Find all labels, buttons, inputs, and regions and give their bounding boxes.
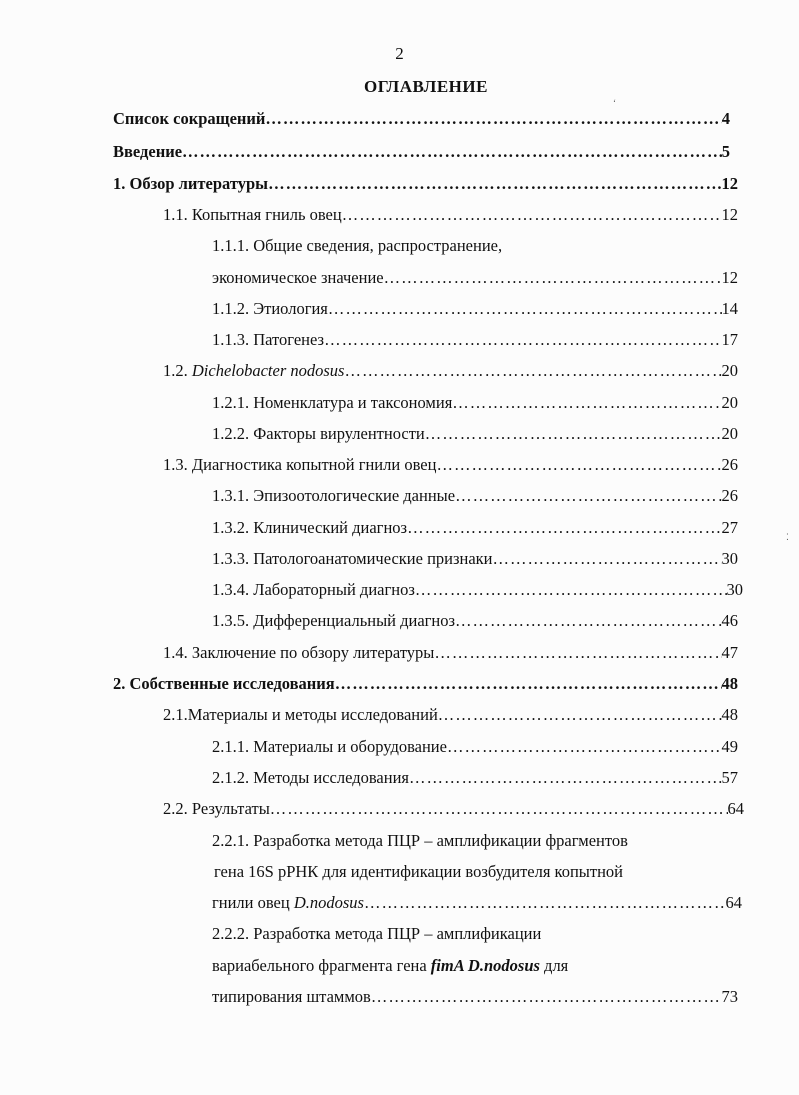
toc-entry-2-2-2-line1: 2.2.2. Разработка метода ПЦР – амплификации [212,924,542,943]
toc-leader [384,268,722,288]
toc-entry-2-2[interactable] [163,799,744,819]
toc-page: 17 [721,330,738,349]
toc-leader [407,518,721,538]
toc-leader [452,393,721,413]
toc-page: 20 [721,361,738,380]
toc-entry-2-2-1-line1: 2.2.1. Разработка метода ПЦР – амплификации фрагментов [212,831,628,850]
toc-leader [455,611,721,631]
toc-entry-title: 1.2.1. Номенклатура и таксономия [212,393,453,412]
toc-entry-title: 1.3.3. Патологоанатомические признаки [212,549,493,568]
toc-entry-1-1[interactable] [163,205,738,225]
toc-entry-1-3-3[interactable] [212,549,738,569]
toc-entry-1-3-5[interactable] [212,611,738,631]
toc-leader [265,109,721,129]
toc-leader [335,674,722,694]
toc-page: 49 [721,737,738,756]
toc-entry-title: 1. Обзор литературы [113,174,269,193]
toc-leader [270,799,728,819]
toc-page: 30 [726,580,743,599]
scan-speck: ‘ [613,98,616,108]
toc-entry-introduction[interactable] [113,142,730,162]
toc-page: 73 [721,987,738,1006]
toc-page: 20 [721,424,738,443]
toc-entry-title: Введение [113,142,183,161]
toc-entry-chapter-2[interactable] [113,674,738,694]
toc-entry-title: 1.1. Копытная гниль овец [163,205,342,224]
toc-entry-title: 2.1.2. Методы исследования [212,768,410,787]
toc-entry-1-3[interactable] [163,455,738,475]
toc-leader [324,330,721,350]
toc-entry-title: типирования штаммов [212,987,371,1006]
toc-entry-title: 2.1.Материалы и методы исследований [163,705,438,724]
toc-entry-1-1-1-line1: 1.1.1. Общие сведения, распространение, [212,236,503,255]
toc-page: 64 [727,799,744,818]
toc-leader [182,142,722,162]
toc-entry-title: Список сокращений [113,109,266,128]
toc-entry-1-1-1[interactable] [212,268,738,288]
toc-entry-title: 1.1.2. Этиология [212,299,328,318]
toc-entry-1-2[interactable] [163,361,738,381]
toc-entry-title: 1.3. Диагностика копытной гнили овец [163,455,437,474]
toc-leader [415,580,727,600]
toc-entry-1-2-2[interactable] [212,424,738,444]
toc-leader [436,455,721,475]
toc-page: 26 [721,455,738,474]
toc-entry-2-2-1[interactable] [212,893,742,913]
toc-leader [342,205,722,225]
toc-entry-2-1-2[interactable] [212,768,738,788]
toc-entry-title [163,361,344,381]
toc-entry-title: 2. Собственные исследования [113,674,335,693]
toc-leader [268,174,721,194]
toc-entry-2-2-2[interactable] [212,987,738,1007]
toc-leader [438,705,722,725]
gene-name: fimA D.nodosus [430,956,540,975]
toc-page: 12 [721,268,738,287]
toc-page: 48 [721,705,738,724]
toc-leader [434,643,721,663]
page-number: 2 [395,44,404,63]
toc-entry-2-1[interactable] [163,705,738,725]
toc-page: 12 [721,174,738,193]
toc-leader [455,486,721,506]
toc-leader [447,737,722,757]
toc-entry-abbreviations[interactable] [113,109,730,129]
toc-entry-suffix: для [539,956,569,975]
toc-page: 27 [721,518,738,537]
toc-entry-title: 1.3.1. Эпизоотологические данные [212,486,456,505]
toc-entry-1-1-2[interactable] [212,299,738,319]
toc-page: 4 [721,109,730,128]
toc-entry-title: экономическое значение [212,268,384,287]
toc-entry-1-3-2[interactable] [212,518,738,538]
toc-entry-title: 1.3.2. Клинический диагноз [212,518,408,537]
toc-entry-title: 2.2. Результаты [163,799,270,818]
toc-leader [364,893,726,913]
toc-entry-title: 1.2.2. Факторы вирулентности [212,424,425,443]
toc-page: 46 [721,611,738,630]
toc-entry-title [212,893,364,913]
toc-page: 48 [721,674,738,693]
toc-entry-prefix: 1.2. [163,361,192,380]
toc-leader [493,549,722,569]
toc-entry-1-3-1[interactable] [212,486,738,506]
toc-leader [409,768,721,788]
page-title: ОГЛАВЛЕНИЕ [364,77,488,96]
toc-page: 47 [721,643,738,662]
toc-entry-title: 2.1.1. Материалы и оборудование [212,737,447,756]
toc-entry-2-2-1-line2: гена 16S рРНК для идентификации возбудителя копытной [214,862,624,881]
toc-page: 30 [721,549,738,568]
toc-entry-chapter-1[interactable] [113,174,738,194]
toc-entry-title: 1.4. Заключение по обзору литературы [163,643,435,662]
toc-page: 14 [721,299,738,318]
toc-page: 20 [721,393,738,412]
toc-entry-2-2-2-line2 [212,956,568,976]
toc-page: 5 [721,142,730,161]
toc-leader [371,987,722,1007]
toc-leader [344,361,721,381]
toc-page: 12 [721,205,738,224]
toc-entry-1-3-4[interactable] [212,580,743,600]
toc-leader [425,424,722,444]
toc-leader [328,299,722,319]
toc-entry-1-2-1[interactable] [212,393,738,413]
toc-page: 64 [725,893,742,912]
scan-speck: ⁚ [786,532,789,542]
toc-entry-2-1-1[interactable] [212,737,738,757]
toc-entry-title: 1.3.5. Дифференциальный диагноз [212,611,456,630]
toc-entry-prefix: гнили овец [212,893,294,912]
toc-page: 26 [721,486,738,505]
species-name: D.nodosus [293,893,364,912]
toc-entry-1-1-3[interactable] [212,330,738,350]
toc-page: 57 [721,768,738,787]
toc-entry-1-4[interactable] [163,643,738,663]
species-name: Dichelobacter nodosus [191,361,345,380]
toc-entry-title: 1.3.4. Лабораторный диагноз [212,580,415,599]
toc-entry-title: 1.1.3. Патогенез [212,330,325,349]
toc-entry-prefix: вариабельного фрагмента гена [212,956,431,975]
